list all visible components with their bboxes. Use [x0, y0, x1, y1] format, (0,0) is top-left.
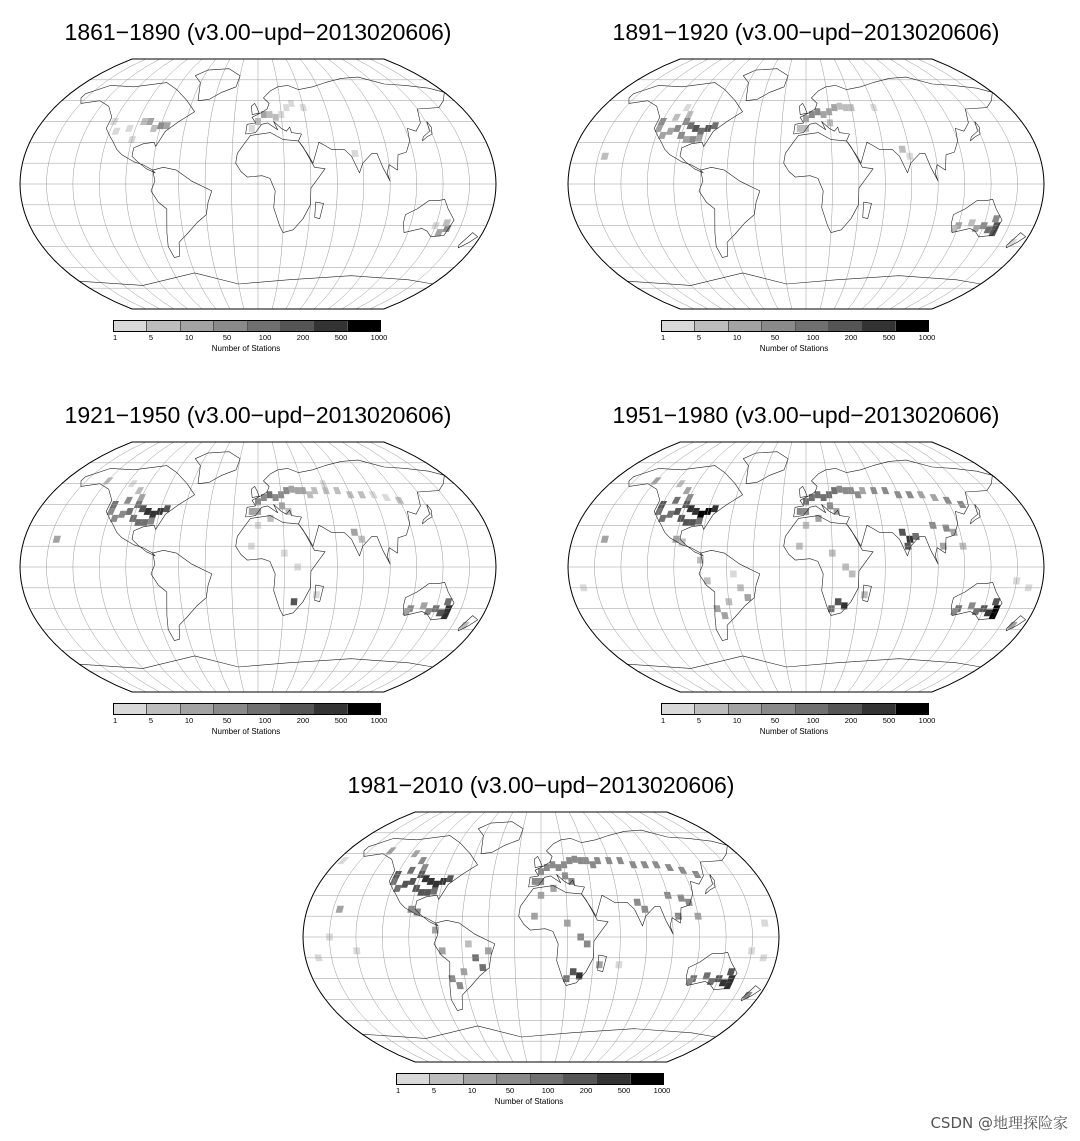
station-cell [797, 508, 803, 515]
colorbar-tick-label: 200 [296, 333, 310, 342]
colorbar-swatch [213, 321, 246, 331]
panel-title: 1861−1890 (v3.00−upd−2013020606) [64, 19, 452, 45]
colorbar-tick-label: 1000 [918, 716, 936, 725]
colorbar-swatch [347, 321, 380, 331]
colorbar-swatch [662, 704, 694, 714]
colorbar-swatch [146, 321, 179, 331]
station-cell [820, 111, 826, 118]
station-cell [899, 529, 907, 536]
colorbar-tick-label: 10 [732, 716, 742, 725]
station-cell [820, 494, 826, 501]
colorbar-tick-label: 100 [541, 1086, 555, 1095]
colorbar-legend [113, 703, 403, 736]
colorbar-swatches [396, 1073, 664, 1085]
colorbar-swatch [180, 704, 213, 714]
colorbar-swatch [761, 704, 794, 714]
colorbar-swatch [596, 1074, 629, 1084]
station-cell [283, 104, 290, 111]
colorbar-tick-label: 1 [113, 716, 118, 725]
colorbar-label: Number of Stations [211, 344, 281, 353]
colorbar-tick-label: 50 [222, 333, 232, 342]
colorbar-legend [661, 320, 951, 353]
station-cell [849, 570, 856, 577]
colorbar-tick-label: 50 [505, 1086, 515, 1095]
colorbar-tick-label: 50 [770, 333, 780, 342]
station-cell [744, 594, 751, 601]
colorbar-tick-label: 200 [296, 716, 310, 725]
colorbar-label: Number of Stations [494, 1097, 564, 1106]
colorbar-tick-label: 5 [431, 1086, 437, 1095]
colorbar-tick-label: 500 [617, 1086, 631, 1095]
colorbar-tick-label: 1 [396, 1086, 401, 1095]
station-cell [267, 111, 273, 118]
colorbar-tick-label: 100 [258, 716, 272, 725]
station-cell [835, 598, 842, 605]
colorbar-swatch [496, 1074, 529, 1084]
colorbar-swatch [313, 704, 346, 714]
station-cell [570, 968, 577, 975]
station-cell [576, 972, 583, 979]
station-cell [899, 146, 907, 153]
panel-title: 1921−1950 (v3.00−upd−2013020606) [64, 402, 452, 428]
colorbar-tick-label: 5 [696, 333, 702, 342]
station-cell [797, 125, 803, 132]
station-cell [596, 961, 603, 968]
colorbar-tick-label: 50 [222, 716, 232, 725]
station-cell [730, 570, 737, 577]
colorbar-tick-label: 100 [258, 333, 272, 342]
colorbar-swatch [630, 1074, 663, 1084]
colorbar-swatches [661, 320, 929, 332]
station-cell [841, 602, 848, 609]
world-map [556, 437, 1056, 697]
colorbar-swatch [280, 321, 313, 331]
colorbar-tick-label: 200 [579, 1086, 593, 1095]
colorbar-tick-label: 500 [334, 333, 348, 342]
colorbar-tick-label: 200 [844, 716, 858, 725]
station-cell [413, 909, 421, 916]
colorbar-swatch [828, 704, 861, 714]
world-map [8, 437, 508, 697]
colorbar-swatch [728, 321, 761, 331]
colorbar-swatch [146, 704, 179, 714]
colorbar-tick-label: 5 [696, 716, 702, 725]
colorbar-label: Number of Stations [759, 727, 829, 736]
colorbar-tick-label: 100 [806, 716, 820, 725]
colorbar-swatch [247, 704, 280, 714]
colorbar-tick-label: 10 [732, 333, 742, 342]
station-cell [831, 487, 838, 494]
colorbar-tick-label: 1 [661, 333, 666, 342]
colorbar-swatches [661, 703, 929, 715]
station-cell [550, 861, 556, 868]
station-cell [249, 125, 255, 132]
watermark: CSDN @地理探险家 [930, 1114, 1068, 1132]
colorbar-tick-label: 1000 [653, 1086, 671, 1095]
colorbar-swatches [113, 703, 381, 715]
colorbar-legend [396, 1073, 686, 1106]
colorbar-swatch [861, 321, 894, 331]
station-cell [678, 539, 686, 546]
colorbar-tick-label: 500 [334, 716, 348, 725]
colorbar-tick-label: 500 [882, 333, 896, 342]
colorbar-swatch [795, 321, 828, 331]
colorbar-swatch [694, 321, 727, 331]
colorbar-tick-label: 1000 [370, 716, 388, 725]
station-cell [313, 591, 320, 598]
colorbar-swatch [247, 321, 280, 331]
colorbar-swatch [728, 704, 761, 714]
colorbar-swatch [895, 321, 928, 331]
station-cell [351, 529, 359, 536]
colorbar-swatch [213, 704, 246, 714]
station-cell [272, 494, 278, 501]
colorbar-swatch [861, 704, 894, 714]
world-map [556, 54, 1056, 314]
colorbar-tick-label: 50 [770, 716, 780, 725]
station-cell [815, 108, 821, 115]
colorbar-tick-label: 10 [184, 333, 194, 342]
colorbar-tick-label: 500 [882, 716, 896, 725]
colorbar-swatch [397, 1074, 429, 1084]
station-cell [831, 104, 838, 111]
colorbar-tick-label: 1 [113, 333, 118, 342]
colorbar-label: Number of Stations [211, 727, 281, 736]
colorbar-swatch [795, 704, 828, 714]
station-cell [584, 940, 591, 947]
colorbar-swatch [563, 1074, 596, 1084]
colorbar-tick-label: 1 [661, 716, 666, 725]
panel-title: 1951−1980 (v3.00−upd−2013020606) [612, 402, 1000, 428]
station-cell [249, 508, 255, 515]
station-cell [479, 964, 486, 971]
station-cell [283, 487, 290, 494]
panel-title: 1891−1920 (v3.00−upd−2013020606) [612, 19, 1000, 45]
colorbar-tick-label: 10 [184, 716, 194, 725]
colorbar-swatch [463, 1074, 496, 1084]
colorbar-swatches [113, 320, 381, 332]
colorbar-swatch [313, 321, 346, 331]
station-cell [291, 598, 298, 605]
colorbar-tick-label: 10 [467, 1086, 477, 1095]
colorbar-tick-label: 100 [806, 333, 820, 342]
colorbar-tick-label: 1000 [370, 333, 388, 342]
panel-title: 1981−2010 (v3.00−upd−2013020606) [347, 772, 735, 798]
colorbar-swatch [114, 704, 146, 714]
colorbar-swatch [662, 321, 694, 331]
station-cell [555, 864, 561, 871]
colorbar-legend [661, 703, 951, 736]
colorbar-swatch [694, 704, 727, 714]
colorbar-swatch [114, 321, 146, 331]
colorbar-swatch [895, 704, 928, 714]
station-cell [273, 114, 279, 121]
station-cell [532, 878, 538, 885]
station-cell [912, 533, 920, 540]
colorbar-swatch [429, 1074, 462, 1084]
colorbar-swatch [828, 321, 861, 331]
colorbar-label: Number of Stations [759, 344, 829, 353]
station-cell [634, 899, 642, 906]
colorbar-tick-label: 200 [844, 333, 858, 342]
colorbar-tick-label: 1000 [918, 333, 936, 342]
station-cell [267, 491, 273, 498]
colorbar-tick-label: 5 [148, 716, 154, 725]
world-map [8, 54, 508, 314]
station-cell [351, 150, 358, 157]
colorbar-swatch [530, 1074, 563, 1084]
colorbar-tick-label: 5 [148, 333, 154, 342]
station-cell [815, 491, 821, 498]
station-cell [761, 920, 769, 927]
station-cell [861, 591, 868, 598]
colorbar-swatch [180, 321, 213, 331]
station-cell [465, 940, 472, 947]
colorbar-swatch [280, 704, 313, 714]
world-map [291, 807, 791, 1067]
station-cell [566, 857, 573, 864]
colorbar-swatch [761, 321, 794, 331]
colorbar-legend [113, 320, 403, 353]
colorbar-swatch [347, 704, 380, 714]
